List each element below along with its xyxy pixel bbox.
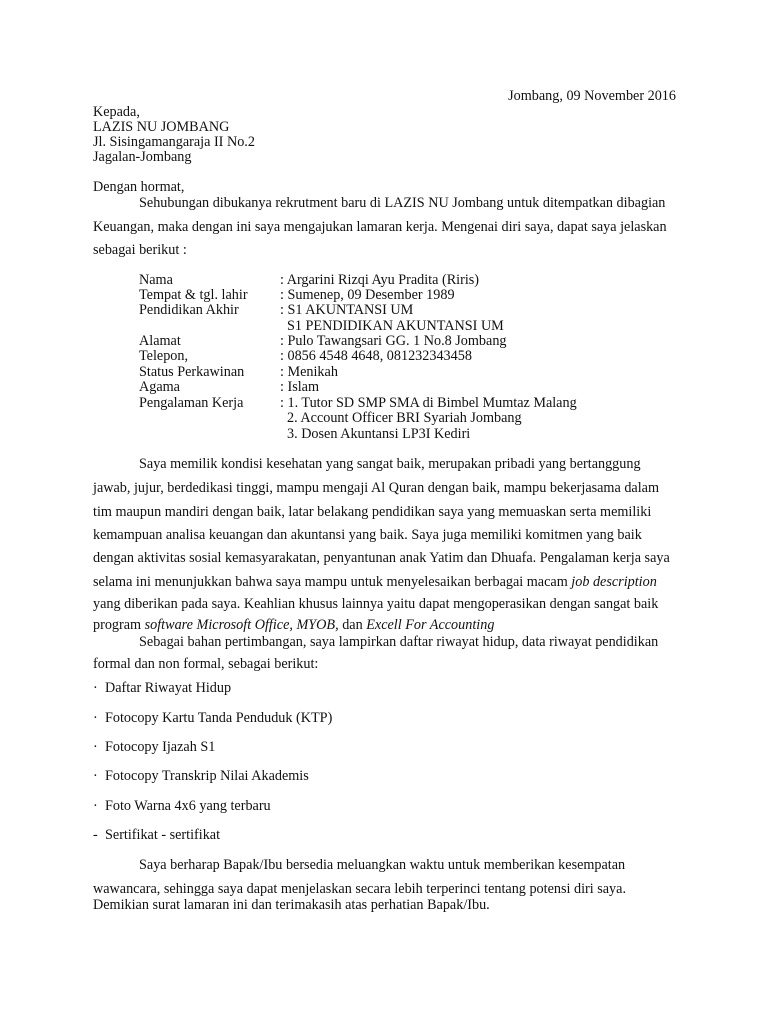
profile-value-address: : Pulo Tawangsari GG. 1 No.8 Jombang xyxy=(280,333,507,349)
recipient-street: Jl. Sisingamangaraja II No.2 xyxy=(93,134,255,150)
dash-icon: - xyxy=(93,827,98,843)
profile-label-marital: Status Perkawinan xyxy=(139,364,245,380)
list-item-text: Fotocopy Kartu Tanda Penduduk (KTP) xyxy=(105,710,333,726)
paragraph-line: Saya memilik kondisi kesehatan yang sangat baik, merupakan pribadi yang bertanggung xyxy=(139,456,641,472)
profile-value-birth: : Sumenep, 09 Desember 1989 xyxy=(280,287,455,303)
paragraph-line xyxy=(93,574,657,590)
italic-term: software Microsoft Office, MYOB, xyxy=(144,617,339,633)
list-item-text: Fotocopy Transkrip Nilai Akademis xyxy=(105,768,309,784)
paragraph-line: yang diberikan pada saya. Keahlian khusus lainnya yaitu dapat mengoperasikan dengan sangat baik xyxy=(93,596,659,612)
greeting: Dengan hormat, xyxy=(93,179,185,195)
bullet-icon: · xyxy=(93,739,98,755)
list-item-text: Foto Warna 4x6 yang terbaru xyxy=(105,798,271,814)
profile-value-work-3: 3. Dosen Akuntansi LP3I Kediri xyxy=(287,426,471,442)
profile-value-work: : 1. Tutor SD SMP SMA di Bimbel Mumtaz Malang xyxy=(280,395,577,411)
list-item-text: Daftar Riwayat Hidup xyxy=(105,680,232,696)
profile-value-work-2: 2. Account Officer BRI Syariah Jombang xyxy=(287,410,522,426)
intro-line: sebagai berikut : xyxy=(93,242,187,258)
list-item-text: Sertifikat - sertifikat xyxy=(105,827,221,843)
paragraph-line: kemampuan analisa keuangan dan akuntansi yang baik. Saya juga memiliki komitmen yang baik xyxy=(93,527,642,543)
recipient-salutation: Kepada, xyxy=(93,104,140,120)
recipient-name: LAZIS NU JOMBANG xyxy=(93,119,230,135)
closing-line: Demikian surat lamaran ini dan terimakasih atas perhatian Bapak/Ibu. xyxy=(93,897,490,913)
recipient-city: Jagalan-Jombang xyxy=(93,149,192,165)
list-item xyxy=(93,710,332,726)
profile-label-religion: Agama xyxy=(139,379,180,395)
profile-label-phone: Telepon, xyxy=(139,348,189,364)
profile-label-name: Nama xyxy=(139,272,173,288)
paragraph-line xyxy=(93,617,494,633)
profile-value-name: : Argarini Rizqi Ayu Pradita (Riris) xyxy=(280,272,480,288)
profile-label-birth: Tempat & tgl. lahir xyxy=(139,287,248,303)
profile-label-address: Alamat xyxy=(139,333,181,349)
bullet-icon: · xyxy=(93,710,98,726)
profile-value-education-2: S1 PENDIDIKAN AKUNTANSI UM xyxy=(287,318,504,334)
intro-line: Sehubungan dibukanya rekrutment baru di LAZIS NU Jombang untuk ditempatkan dibagian xyxy=(139,195,666,211)
letter-date: Jombang, 09 November 2016 xyxy=(508,88,676,104)
list-item xyxy=(93,680,231,696)
closing-line: Saya berharap Bapak/Ibu bersedia meluangkan waktu untuk memberikan kesempatan xyxy=(139,857,626,873)
list-item-text: Fotocopy Ijazah S1 xyxy=(105,739,216,755)
profile-value-phone: : 0856 4548 4648, 081232343458 xyxy=(280,348,472,364)
paragraph-line: dengan aktivitas sosial kemasyarakatan, penyantunan anak Yatim dan Dhuafa. Pengalaman kerja saya xyxy=(93,550,670,566)
text-run: program xyxy=(93,617,145,633)
profile-label-work: Pengalaman Kerja xyxy=(139,395,244,411)
paragraph-line: Sebagai bahan pertimbangan, saya lampirkan daftar riwayat hidup, data riwayat pendidikan xyxy=(139,634,659,650)
paragraph-line: jawab, jujur, berdedikasi tinggi, mampu mengaji Al Quran dengan baik, mampu bekerjasama dalam xyxy=(93,480,659,496)
profile-value-marital: : Menikah xyxy=(280,364,338,380)
bullet-icon: · xyxy=(93,798,98,814)
list-item xyxy=(93,798,271,814)
paragraph-line: tim maupun mandiri dengan baik, latar belakang pendidikan saya yang memuaskan serta memiliki xyxy=(93,504,652,520)
italic-term: Excell For Accounting xyxy=(366,617,495,633)
bullet-icon: · xyxy=(93,768,98,784)
profile-value-education: : S1 AKUNTANSI UM xyxy=(280,302,414,318)
bullet-icon: · xyxy=(93,680,98,696)
list-item xyxy=(93,768,309,784)
profile-value-religion: : Islam xyxy=(280,379,320,395)
text-run: dan xyxy=(338,617,367,633)
profile-label-education: Pendidikan Akhir xyxy=(139,302,239,318)
text-run: selama ini menunjukkan bahwa saya mampu untuk menyelesaikan berbagai macam xyxy=(93,574,572,590)
italic-term: job description xyxy=(571,574,657,590)
intro-line: Keuangan, maka dengan ini saya mengajukan lamaran kerja. Mengenai diri saya, dapat saya jelaskan xyxy=(93,219,667,235)
closing-line: wawancara, sehingga saya dapat menjelaskan secara lebih terperinci tentang potensi diri saya. xyxy=(93,881,626,897)
list-item xyxy=(93,827,220,843)
list-item xyxy=(93,739,215,755)
paragraph-line: formal dan non formal, sebagai berikut: xyxy=(93,656,319,672)
